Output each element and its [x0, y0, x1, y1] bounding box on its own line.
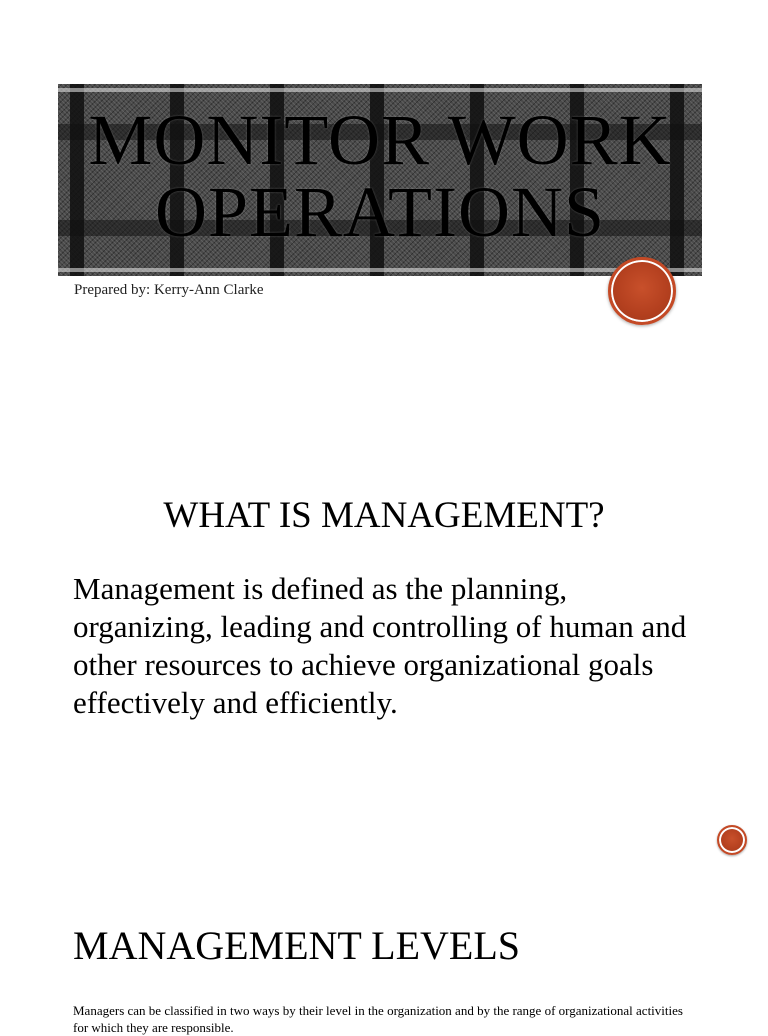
slide-heading-management-levels: MANAGEMENT LEVELS [73, 923, 521, 968]
slide-heading-what-is-management: WHAT IS MANAGEMENT? [163, 495, 605, 536]
prepared-by-text: Prepared by: Kerry-Ann Clarke [74, 282, 264, 298]
decorative-accent-dot-small [717, 825, 747, 855]
decorative-accent-dot-large [608, 257, 676, 325]
management-definition-text: Management is defined as the planning, organizing, leading and controlling of human and other resources to achieve organizational goals effectively and efficiently. [73, 571, 687, 720]
presentation-title: MONITOR WORK OPERATIONS [88, 100, 672, 252]
management-levels-text: Managers can be classified in two ways by their level in the organization and by the range of organizational activities for which they are responsible. [73, 1003, 683, 1035]
